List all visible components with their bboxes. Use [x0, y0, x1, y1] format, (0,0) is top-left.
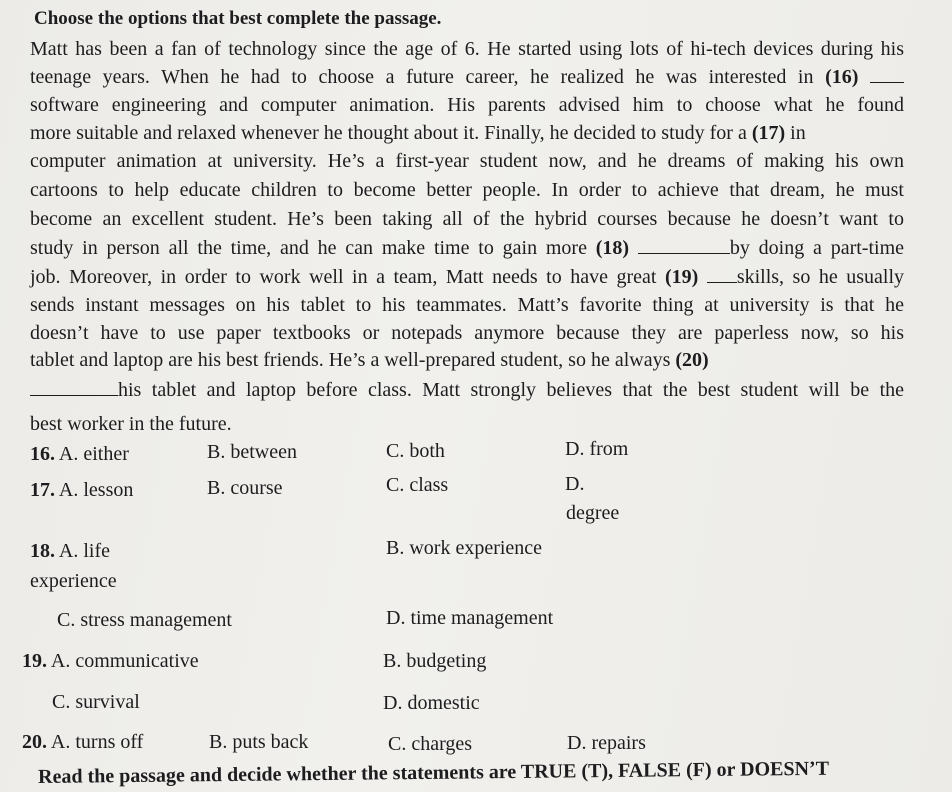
- passage-line: [30, 264, 904, 290]
- passage-line: software engineering and computer animation. His parents advised him to choose what he found: [30, 94, 904, 116]
- passage-text: more suitable and relaxed whenever he thought about it. Finally, he decided to study for a: [30, 122, 752, 144]
- blank-number-17: (17): [751, 122, 786, 144]
- option-c[interactable]: C. charges: [388, 733, 473, 755]
- option-d[interactable]: D. time management: [386, 607, 554, 629]
- option-c[interactable]: C. survival: [52, 691, 140, 713]
- passage-line: sends instant messages on his tablet to his teammates. Matt’s favorite thing at university is that he: [30, 294, 904, 316]
- option-a-cont[interactable]: experience: [30, 570, 117, 592]
- passage-line: [30, 377, 904, 403]
- blank-number-16: (16): [825, 66, 859, 88]
- option-c[interactable]: C. class: [386, 474, 449, 496]
- question-number: 20. A. turns off: [22, 731, 144, 753]
- blank-number-20: (20): [675, 349, 709, 371]
- option-d[interactable]: D. repairs: [567, 732, 646, 754]
- passage-text: job. Moreover, in order to work well in a team, Matt needs to have great: [30, 266, 665, 288]
- option-a[interactable]: A. communicative: [50, 650, 199, 672]
- passage-line: [30, 64, 904, 90]
- option-c[interactable]: C. both: [386, 440, 445, 462]
- option-b[interactable]: B. work experience: [386, 537, 543, 559]
- option-b[interactable]: B. course: [207, 477, 283, 499]
- option-b[interactable]: B. between: [207, 441, 297, 463]
- passage-line: best worker in the future.: [30, 413, 232, 435]
- passage-line: become an excellent student. He’s been taking all of the hybrid courses because he doesn’t want to: [30, 208, 904, 230]
- passage-text: by doing a part-time: [729, 237, 905, 259]
- passage-line: cartoons to help educate children to become better people. In order to achieve that dream, he must: [30, 179, 904, 201]
- passage-line: [30, 347, 904, 373]
- option-d[interactable]: D. from: [565, 438, 629, 460]
- blank-number-19: (19): [664, 266, 699, 288]
- passage-text: his tablet and laptop before class. Matt strongly believes that the best student will be the: [118, 379, 904, 401]
- passage-text: teenage years. When he had to choose a future career, he realized he was interested in: [30, 66, 826, 88]
- question-number: 16. A. either: [30, 443, 129, 465]
- option-a[interactable]: A. turns off: [50, 731, 144, 753]
- answer-blank-20[interactable]: [30, 379, 118, 396]
- option-d-letter[interactable]: D.: [565, 473, 585, 495]
- section-heading: Choose the options that best complete the passage.: [34, 8, 442, 29]
- passage-line: Matt has been a fan of technology since the age of 6. He started using lots of hi-tech devices during his: [30, 38, 904, 60]
- next-section-heading: Read the passage and decide whether the statements are TRUE (T), FALSE (F) or DOESN’T: [38, 757, 830, 788]
- passage-text: skills, so he usually: [736, 266, 905, 288]
- passage-text: in: [785, 122, 806, 144]
- answer-blank-16[interactable]: [870, 66, 904, 83]
- question-number: 18. A. life: [30, 540, 110, 562]
- option-b[interactable]: B. puts back: [209, 731, 309, 753]
- passage-line: doesn’t have to use paper textbooks or notepads anymore because they are paperless now, so his: [30, 322, 904, 344]
- passage-line: [30, 120, 904, 146]
- passage-text: tablet and laptop are his best friends. He’s a well-prepared student, so he always: [30, 349, 676, 371]
- option-a[interactable]: A. lesson: [58, 479, 134, 501]
- answer-blank-19[interactable]: [707, 266, 737, 283]
- passage-line: computer animation at university. He’s a first-year student now, and he dreams of making his own: [30, 150, 904, 172]
- question-number: 17. A. lesson: [30, 479, 134, 501]
- option-d[interactable]: D. domestic: [383, 692, 480, 714]
- passage-line: [30, 235, 904, 261]
- option-a[interactable]: A. either: [58, 443, 129, 465]
- option-c[interactable]: C. stress management: [57, 609, 232, 631]
- passage-text: study in person all the time, and he can make time to gain more: [30, 237, 596, 259]
- answer-blank-18[interactable]: [638, 237, 730, 254]
- option-a[interactable]: A. life: [58, 540, 110, 562]
- option-d[interactable]: degree: [566, 502, 620, 524]
- question-number: 19. A. communicative: [22, 650, 199, 672]
- option-b[interactable]: B. budgeting: [383, 650, 487, 672]
- blank-number-18: (18): [595, 237, 630, 259]
